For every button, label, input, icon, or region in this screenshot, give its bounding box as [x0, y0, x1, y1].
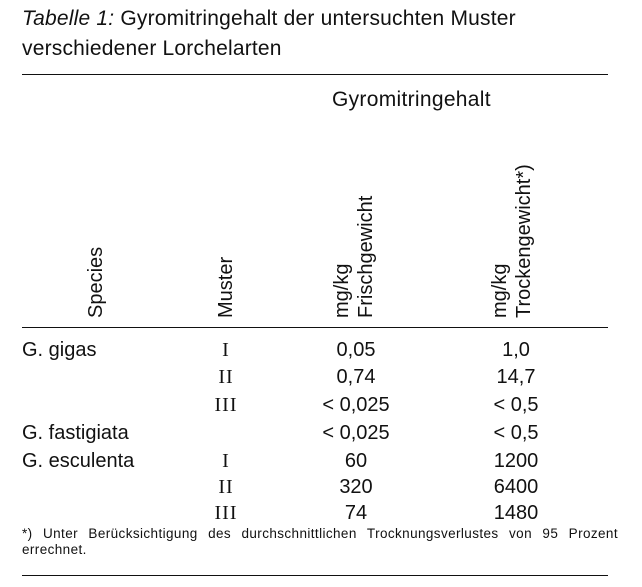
- table-caption: [22, 4, 622, 64]
- column-header-muster: [214, 257, 238, 318]
- muster-cell: II: [218, 476, 234, 498]
- table-row: [0, 448, 642, 474]
- caption-label: Tabelle 1:: [22, 7, 115, 30]
- muster-cell: III: [214, 502, 238, 524]
- frisch-cell: 320: [339, 476, 373, 498]
- frisch-cell: < 0,025: [322, 422, 390, 444]
- muster-cell: I: [222, 339, 230, 361]
- table-row: [0, 364, 642, 390]
- bottom-rule: [22, 575, 608, 576]
- trocken-cell: 1480: [493, 502, 539, 524]
- trocken-cell: < 0,5: [493, 422, 539, 444]
- table-row: [0, 420, 642, 446]
- trocken-cell: 1200: [493, 450, 539, 472]
- species-header-text: Species: [85, 246, 107, 318]
- column-header-trockengewicht: [488, 164, 536, 318]
- muster-header-text: Muster: [215, 256, 237, 318]
- frisch-header-line2: Frischgewicht: [355, 195, 377, 318]
- caption-text: Gyromitringehalt der untersuchten Muster verschiedener Lorchelarten: [22, 7, 516, 60]
- frisch-cell: < 0,025: [322, 394, 390, 416]
- table-row: [0, 500, 642, 526]
- header-rule: [22, 327, 608, 328]
- species-cell: G. esculenta: [22, 450, 135, 472]
- top-rule: [22, 74, 608, 75]
- table-row: [0, 337, 642, 363]
- trocken-cell: 1,0: [502, 339, 530, 361]
- species-cell: G. fastigiata: [22, 422, 129, 444]
- frisch-cell: 74: [344, 502, 368, 524]
- species-cell: G. gigas: [22, 339, 97, 361]
- muster-cell: I: [222, 450, 230, 472]
- trocken-cell: < 0,5: [493, 394, 539, 416]
- frisch-cell: 0,74: [336, 366, 376, 388]
- table-footnote: *) Unter Berücksichtigung des durchschnittlichen Trocknungsverlustes von 95 Prozent errechnet.: [22, 526, 618, 557]
- trocken-cell: 14,7: [496, 366, 536, 388]
- frisch-cell: 60: [344, 450, 368, 472]
- frisch-cell: 0,05: [336, 339, 376, 361]
- group-header: Gyromitringehalt: [332, 88, 491, 111]
- muster-cell: III: [214, 394, 238, 416]
- frisch-header-line1: mg/kg: [331, 263, 353, 318]
- muster-cell: II: [218, 366, 234, 388]
- trocken-header-line1: mg/kg: [489, 263, 511, 318]
- column-header-frischgewicht: [330, 196, 378, 318]
- trocken-cell: 6400: [493, 476, 539, 498]
- table-row: [0, 392, 642, 418]
- column-header-species: [84, 247, 108, 318]
- table-row: [0, 474, 642, 500]
- trocken-header-line2: Trockengewicht*): [513, 164, 535, 318]
